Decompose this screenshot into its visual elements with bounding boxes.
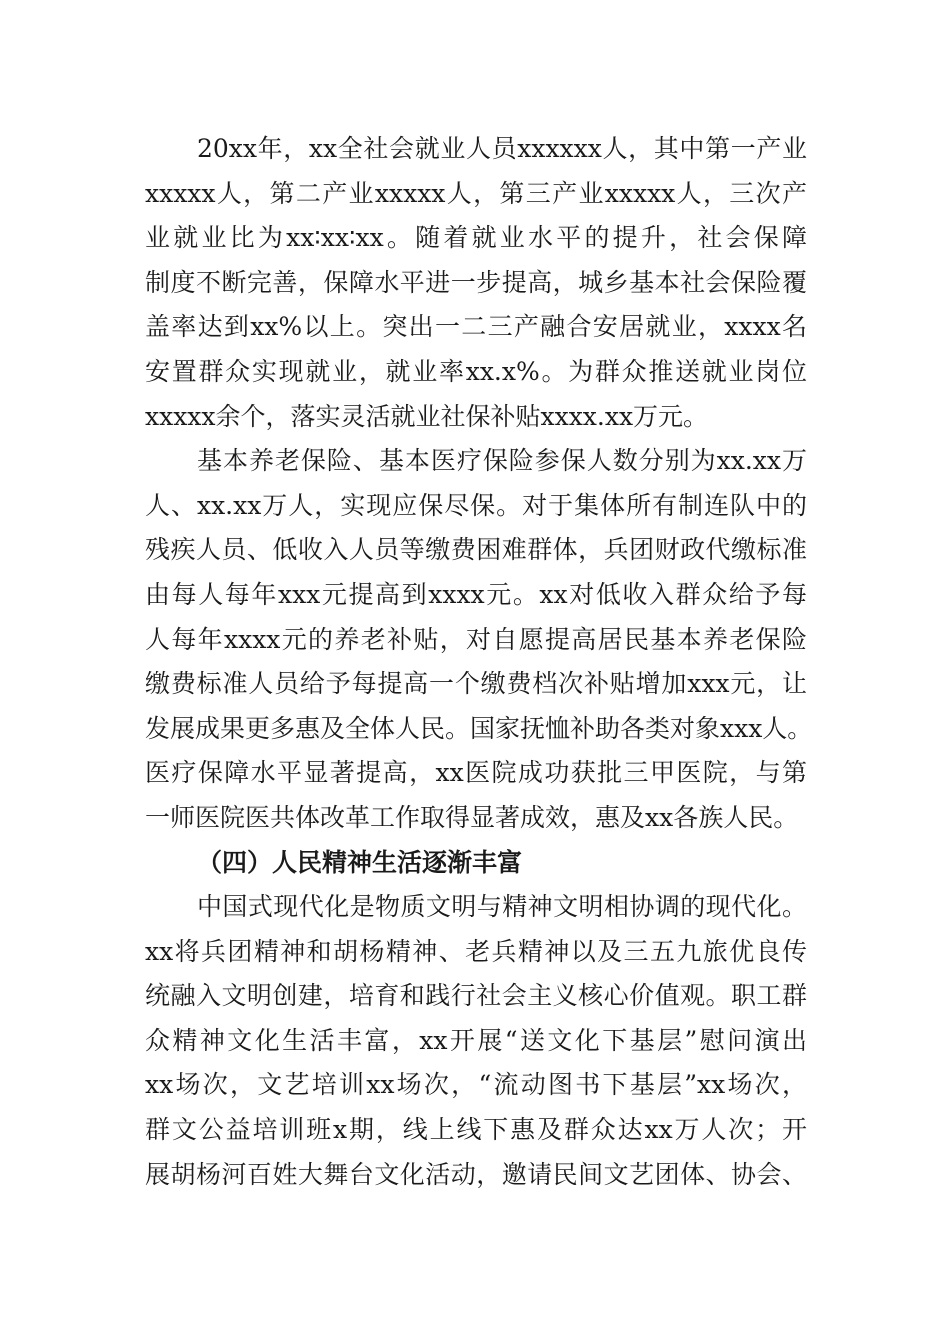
- text-line: 人每年xxxx元的养老补贴，对自愿提高居民基本养老保险: [145, 624, 807, 654]
- text-line: 由每人每年xxx元提高到xxxx元。xx对低收入群众给予每: [145, 579, 807, 609]
- text-line: 制度不断完善，保障水平进一步提高，城乡基本社会保险覆: [145, 267, 807, 297]
- text-line: xx场次，文艺培训xx场次，“流动图书下基层”xx场次，: [145, 1070, 807, 1100]
- text-line: 展胡杨河百姓大舞台文化活动，邀请民间文艺团体、协会、: [145, 1159, 807, 1189]
- text-line: 基本养老保险、基本医疗保险参保人数分别为xx.xx万: [197, 446, 807, 476]
- text-line: 人、xx.xx万人，实现应保尽保。对于集体所有制连队中的: [145, 490, 807, 520]
- text-line: 业就业比为xx∶xx∶xx。随着就业水平的提升，社会保障: [145, 223, 807, 253]
- text-line: 群文公益培训班x期，线上线下惠及群众达xx万人次；开: [145, 1115, 807, 1145]
- text-line: 盖率达到xx%以上。突出一二三产融合安居就业，xxxx名: [145, 312, 807, 342]
- text-line: 缴费标准人员给予每提高一个缴费档次补贴增加xxx元，让: [145, 669, 807, 699]
- text-line: 发展成果更多惠及全体人民。国家抚恤补助各类对象xxx人。: [145, 713, 813, 743]
- text-line: xx将兵团精神和胡杨精神、老兵精神以及三五九旅优良传: [145, 936, 807, 966]
- text-line: 中国式现代化是物质文明与精神文明相协调的现代化。: [197, 892, 807, 922]
- paragraph-culture: [145, 885, 807, 1197]
- text-line: 残疾人员、低收入人员等缴费困难群体，兵团财政代缴标准: [145, 535, 807, 565]
- text-line: xxxxx余个，落实灵活就业社保补贴xxxx.xx万元。: [145, 401, 709, 431]
- paragraph-employment: [145, 127, 807, 439]
- document-body: [145, 127, 813, 1197]
- text-line: 安置群众实现就业，就业率xx.x%。为群众推送就业岗位: [145, 356, 807, 386]
- text-line: 统融入文明创建，培育和践行社会主义核心价值观。职工群: [145, 981, 807, 1011]
- text-line: 众精神文化生活丰富，xx开展“送文化下基层”慰问演出: [145, 1025, 807, 1055]
- text-line: 20xx年，xx全社会就业人员xxxxxx人，其中第一产业: [197, 134, 807, 163]
- text-line: 一师医院医共体改革工作取得显著成效，惠及xx各族人民。: [145, 802, 799, 832]
- paragraph-insurance: [145, 439, 813, 840]
- section-heading: （四）人民精神生活逐渐丰富: [197, 847, 523, 877]
- text-line: 医疗保障水平显著提高，xx医院成功获批三甲医院，与第: [145, 758, 807, 788]
- text-line: xxxxx人，第二产业xxxxx人，第三产业xxxxx人，三次产: [145, 178, 807, 208]
